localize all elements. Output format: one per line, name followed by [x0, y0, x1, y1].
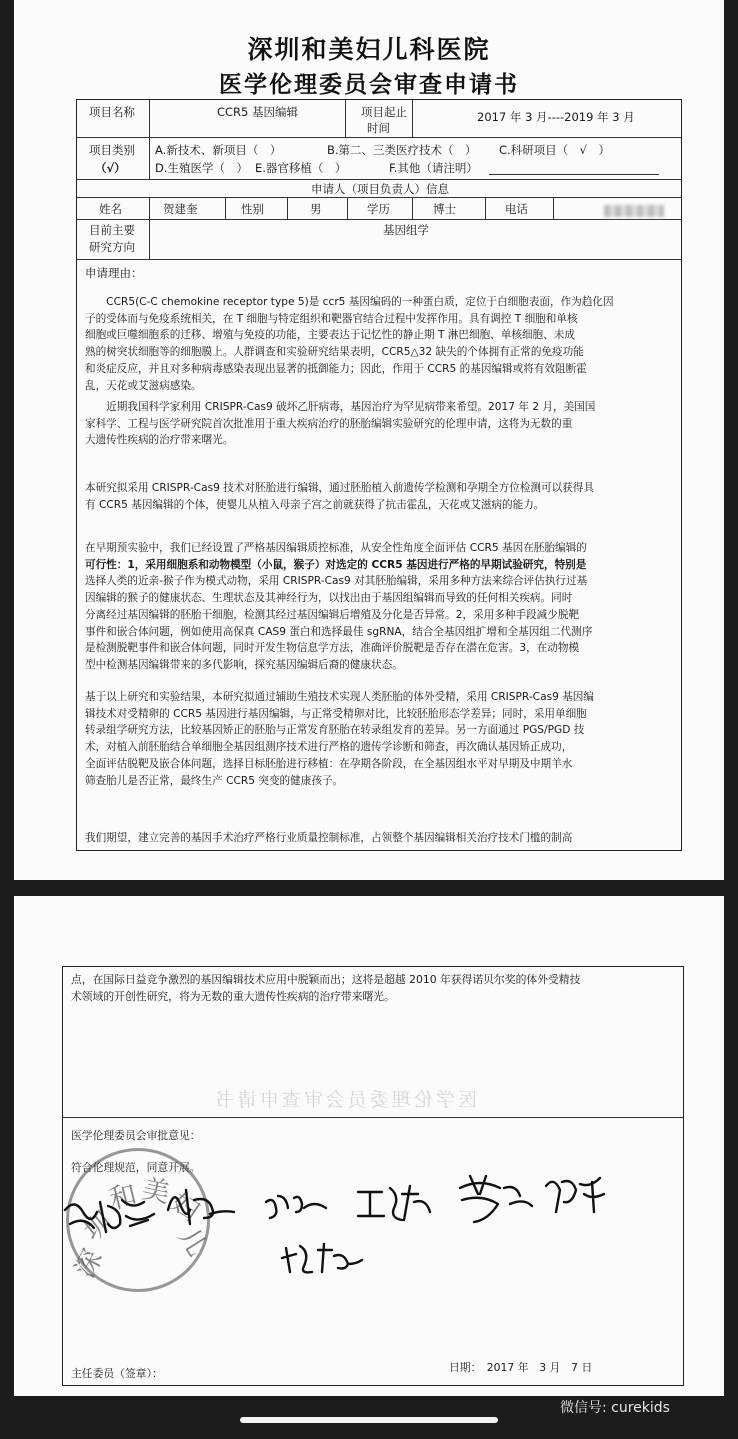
paragraph-line: 家科学、工程与医学研究院首次批准用于重大疾病治疗的胚胎编辑实验研究的伦理申请，这将为无数的重	[85, 417, 573, 430]
project-dates-value: 2017 年 3 月----2019 年 3 月	[477, 110, 635, 124]
category-check: （√）	[95, 161, 126, 175]
paragraph-line: 子的受体而与免疫系统相关，在 T 细胞与特定组织和靶器官结合过程中发挥作用。具有调控 T 细胞和单核	[85, 312, 578, 325]
label-phone: 电话	[505, 202, 528, 216]
chair-label: 主任委员（签章）：	[71, 1367, 163, 1380]
label-gender: 性别	[241, 202, 264, 216]
paragraph-line: 术，对植入前胚胎结合单细胞全基因组测序技术进行严格的遗传学诊断和筛查，再次确认基因矫正成功，	[85, 741, 573, 754]
form-rule	[149, 100, 150, 179]
bleed-through-text: 医学伦理委员会审查申请书	[213, 1089, 478, 1111]
form-rule	[77, 259, 681, 260]
project-name-value: CCR5 基因编辑	[217, 105, 299, 119]
application-form	[76, 99, 682, 851]
signature-1	[60, 1190, 160, 1240]
seal-char: 圳	[78, 1206, 119, 1248]
form-rule	[63, 1117, 683, 1118]
reason-paragraph-5	[85, 689, 675, 789]
paragraph-line: 因编辑的猴子的健康状态、生理状态及其神经行为，以找出由于基因组编辑而导致的任何相关疾病。同时	[85, 592, 573, 605]
paragraph-line: 点，在国际日益竞争激烈的基因编辑技术应用中脱颖而出；这将是超越 2010 年获得诺贝尔奖的体外受精技	[71, 973, 581, 986]
paragraph-line: 大遗传性疾病的治疗带来曙光。	[85, 434, 234, 447]
paragraph-line: 有 CCR5 基因编辑的个体，使婴儿从植入母亲子宫之前就获得了抗击霍乱，天花或艾滋病的能力。	[85, 498, 545, 511]
paragraph-line: 是检测脱靶事件和嵌合体问题，同时开发生物信息学方法，准确评价脱靶是否存在潜在危害。3，在动物模	[85, 642, 580, 655]
form-rule	[77, 197, 681, 198]
paragraph-line: 分离经过基因编辑的胚胎干细胞，检测其经过基因编辑后增殖及分化是否异常。2，采用多种手段减少脱靶	[85, 608, 580, 621]
paragraph-line: 本研究拟采用 CRISPR-Cas9 技术对胚胎进行编辑，通过胚胎植入前遗传学检测和孕期全方位检测可以获得具	[85, 482, 594, 494]
seal-char: 儿	[171, 1222, 213, 1262]
signature-2	[160, 1180, 240, 1230]
form-rule	[77, 179, 681, 180]
document-page-2	[14, 896, 724, 1396]
option-d: D.生殖医学（ ）	[155, 161, 249, 175]
reason-label: 申请理由：	[85, 266, 143, 280]
paragraph-line: 辑技术对受精卵的 CCR5 基因进行基因编辑，与正常受精卵对比，比较胚胎形态学差异；同时，采用单细胞	[85, 707, 587, 720]
approval-date: 日期： 2017 年 3 月 7 日	[449, 1361, 593, 1374]
reason-paragraph-3	[85, 480, 675, 513]
wechat-watermark: 微信号: curekids	[560, 1400, 670, 1416]
reason-paragraph-2	[85, 399, 675, 449]
form-rule	[77, 137, 681, 138]
form-rule	[347, 197, 348, 219]
signature-3	[260, 1186, 340, 1226]
form-rule	[553, 197, 554, 219]
document-page-1	[14, 0, 724, 880]
form-rule	[77, 219, 681, 220]
label-project-dates: 项目起止	[361, 105, 407, 119]
label-name: 姓名	[99, 202, 122, 216]
option-f: F.其他（请注明）	[389, 161, 478, 175]
paragraph-line: 术领域的开创性研究，将为无数的重大遗传性疾病的治疗带来曙光。	[71, 990, 395, 1003]
form-title: 医学伦理委员会审查申请书	[219, 71, 519, 98]
form-rule	[287, 197, 288, 219]
signature-5	[450, 1168, 540, 1228]
seal-char: 和	[106, 1179, 141, 1216]
paragraph-line: 选择人类的近亲-猴子作为模式动物，采用 CRISPR-Cas9 对其胚胎编辑，采用多种方法来综合评估执行过基	[85, 575, 588, 588]
seal-char: 深	[69, 1244, 110, 1284]
label-education: 学历	[367, 202, 390, 216]
hospital-title: 深圳和美妇儿科医院	[247, 35, 491, 64]
form-rule	[149, 197, 150, 259]
continuation-text	[71, 971, 671, 1005]
signature-4	[352, 1178, 442, 1228]
paragraph-line: 我们期望，建立完善的基因手术治疗严格行业质量控制标准，占领整个基因编辑相关治疗技术门槛的制高	[85, 832, 573, 844]
seal-char: 妇	[164, 1186, 205, 1228]
form-rule	[345, 100, 346, 137]
research-direction-value: 基因组学	[383, 223, 429, 237]
paragraph-line: CCR5(C-C chemokine receptor type 5)是 ccr5 基因编码的一种蛋白质，定位于白细胞表面，作为趋化因	[85, 296, 614, 308]
label-category: 项目类别	[89, 143, 135, 157]
paragraph-line: 和炎症反应，并且对多种病毒感染表现出显著的抵御能力；因此，作用于 CCR5 的基因编辑或将有效阻断霍	[85, 362, 587, 375]
option-c: C.科研项目（ √ ）	[499, 143, 611, 157]
applicant-header: 申请人（项目负责人）信息	[311, 182, 449, 196]
paragraph-line: 型中检测基因编辑带来的多代影响，探究基因编辑后裔的健康状态。	[85, 658, 403, 671]
label-project-dates-2: 时间	[367, 121, 390, 135]
paragraph-line: 转录组学研究方法，比较基因矫正的胚胎与正常发育胚胎在转录组发育的差异。另一方面通过 PGS/PGD 技	[85, 724, 585, 737]
paragraph-line: 熟的树突状细胞等的细胞膜上。人群调查和实验研究结果表明，CCR5△32 缺失的个体拥有正常的免疫功能	[85, 346, 584, 359]
label-research-direction: 目前主要	[89, 223, 135, 237]
applicant-education: 博士	[433, 202, 456, 216]
form-rule	[412, 100, 413, 137]
option-f-underline	[489, 174, 659, 175]
phone-redacted	[604, 205, 664, 217]
paragraph-line: 全面评估脱靶及嵌合体问题，选择目标胚胎进行移植：在孕期各阶段，在全基因组水平对早期及中期羊水	[85, 757, 573, 770]
signature-6	[540, 1170, 610, 1220]
paragraph-line: 在早期预实验中，我们已经设置了严格基因编辑质控标准，从安全性角度全面评估 CCR5 基因在胚胎编辑的	[85, 542, 587, 554]
paragraph-line: 细胞或巨噬细胞系的迁移、增殖与免疫的功能，主要表达于记忆性的静止期 T 淋巴细胞、单核细胞、未成	[85, 329, 575, 342]
label-research-direction-2: 研究方向	[89, 240, 135, 254]
option-a: A.新技术、新项目（ ）	[155, 143, 282, 157]
reason-paragraph-1	[85, 294, 675, 394]
label-project-name: 项目名称	[89, 105, 135, 119]
signature-7	[278, 1238, 368, 1278]
form-rule	[225, 197, 226, 219]
home-indicator-bar[interactable]	[240, 1417, 498, 1423]
approval-text: 符合伦理规范，同意开展。	[71, 1161, 201, 1174]
paragraph-line: 事件和嵌合体问题，例如使用高保真 CAS9 蛋白和选择最佳 sgRNA，结合全基因组扩增和全基因组二代测序	[85, 625, 593, 638]
reason-paragraph-4	[85, 540, 675, 674]
option-e: E.器官移植（ ）	[255, 161, 347, 175]
approval-label: 医学伦理委员会审批意见：	[71, 1129, 201, 1142]
form-rule	[412, 197, 413, 219]
option-b: B.第二、三类医疗技术（ ）	[327, 143, 477, 157]
paragraph-line: 可行性：1，采用细胞系和动物模型（小鼠，猴子）对选定的 CCR5 基因进行严格的早期试验研究，特别是	[85, 558, 587, 571]
paragraph-line: 基于以上研究和实验结果，本研究拟通过辅助生殖技术实现人类胚胎的体外受精，采用 CRISPR-Cas9 基因编	[85, 691, 594, 703]
applicant-gender: 男	[310, 202, 322, 216]
paragraph-line: 筛查胎儿是否正常，最终生产 CCR5 突变的健康孩子。	[85, 774, 344, 787]
paragraph-line: 近期我国科学家利用 CRISPR-Cas9 破坏乙肝病毒，基因治疗为罕见病带来希望。2017 年 2 月，美国国	[85, 401, 596, 413]
form-rule	[485, 197, 486, 219]
reason-paragraph-6	[85, 830, 675, 847]
applicant-name: 贺建奎	[163, 202, 198, 216]
seal-char: 美	[139, 1173, 173, 1210]
paragraph-line: 乱，天花或艾滋病感染。	[85, 379, 202, 392]
